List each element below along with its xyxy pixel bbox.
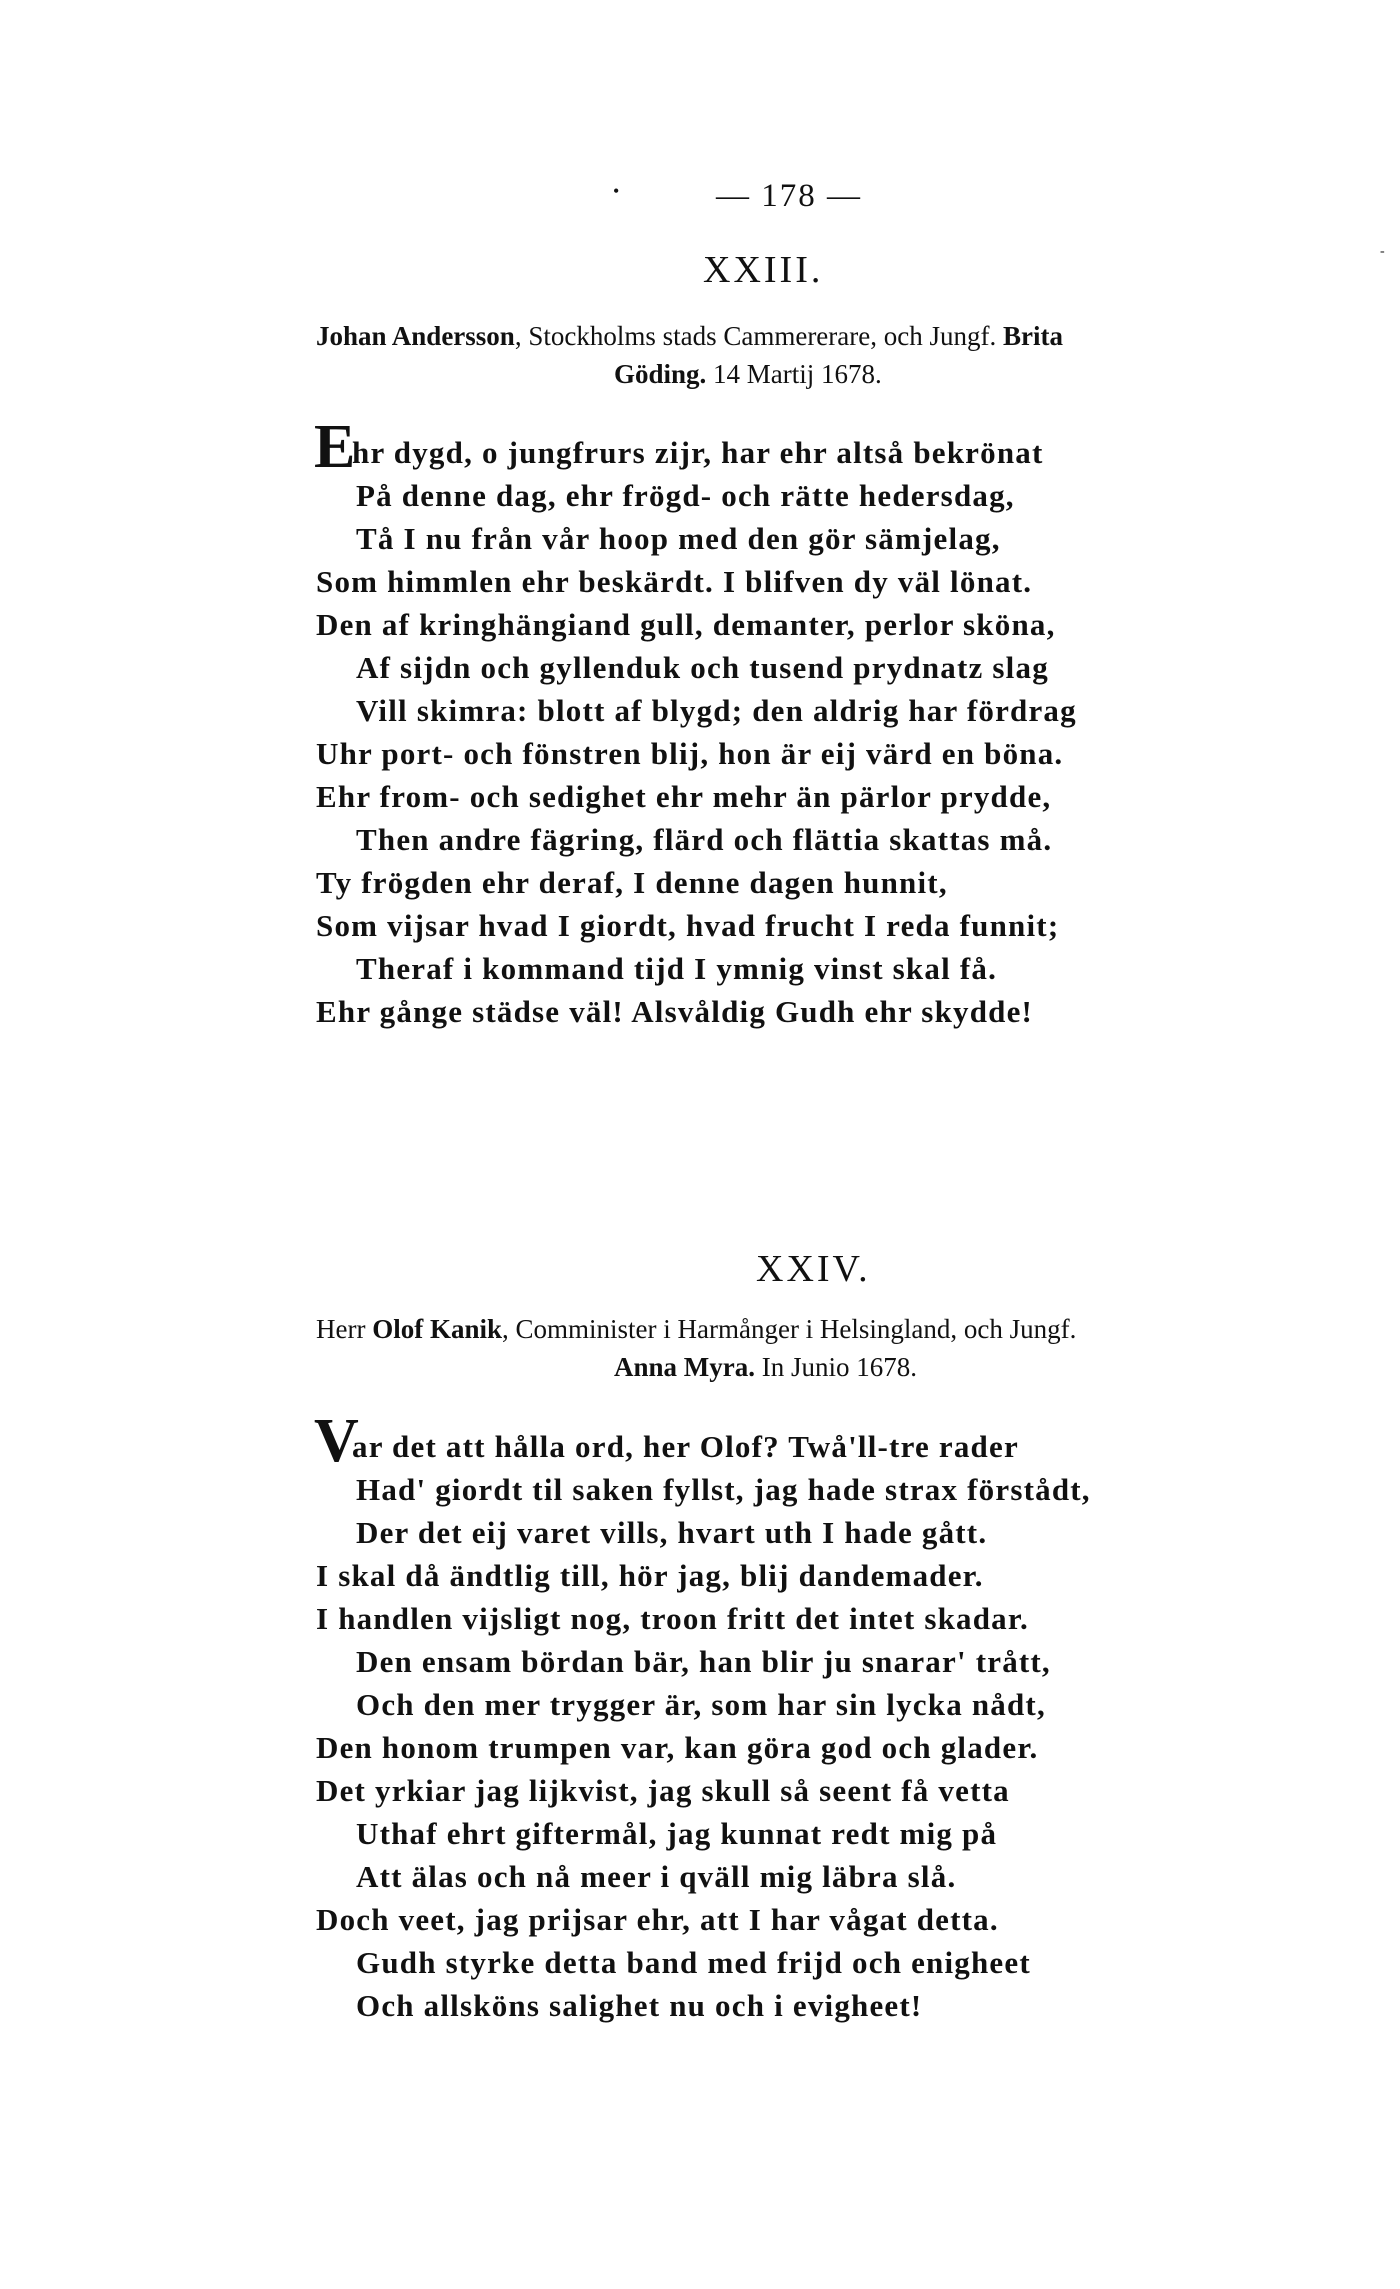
poem-line: Det yrkiar jag lijkvist, jag skull så seent få vetta (316, 1773, 1010, 1808)
poem-line: Uhr port- och fönstren blij, hon är eij värd en böna. (316, 736, 1064, 771)
poem-line: hr dygd, o jungfrurs zijr, har ehr altså bekrönat (352, 435, 1044, 470)
dedicatee-name: Göding. (614, 359, 707, 389)
dedicatee-name: Brita (1002, 321, 1063, 351)
poem-line: Uthaf ehrt giftermål, jag kunnat redt mig på (356, 1816, 998, 1851)
poem-dedication-line (614, 355, 882, 393)
poem-line: Och allsköns salighet nu och i evigheet! (356, 1988, 923, 2023)
print-speck: • (613, 181, 620, 201)
poem-line: Tå I nu från vår hoop med den gör sämjelag, (356, 521, 1001, 556)
poem-line: Vill skimra: blott af blygd; den aldrig har fördrag (356, 693, 1077, 728)
poem-line: Den ensam bördan bär, han blir ju snarar' trått, (356, 1644, 1051, 1679)
poem-line: Gudh styrke detta band med frijd och enigheet (356, 1945, 1031, 1980)
poem-line: Af sijdn och gyllenduk och tusend prydnatz slag (356, 650, 1049, 685)
poem-numeral: XXIII. (703, 249, 824, 291)
dedication-text: , Comminister i Harmånger i Helsingland, och Jungf. (502, 1314, 1077, 1344)
dedication-text: , Stockholms stads Cammererare, och Jungf. (514, 321, 997, 351)
poem-line: Som himmlen ehr beskärdt. I blifven dy väl lönat. (316, 564, 1033, 599)
poem-dedication-line (316, 1310, 1076, 1348)
poem-line: Som vijsar hvad I giordt, hvad frucht I reda funnit; (316, 908, 1060, 943)
poem-line: I handlen vijsligt nog, troon fritt det intet skadar. (316, 1601, 1029, 1636)
poem-line: Att älas och nå meer i qväll mig läbra slå. (356, 1859, 957, 1894)
poem-line: ar det att hålla ord, her Olof? Twå'll-tre rader (352, 1429, 1019, 1464)
dedication-text: Herr (316, 1314, 373, 1344)
page-number: — 178 — (716, 178, 862, 214)
poem-line: Had' giordt til saken fyllst, jag hade strax förstådt, (356, 1472, 1091, 1507)
poem-line: Den af kringhängiand gull, demanter, perlor sköna, (316, 607, 1056, 642)
poem-line: Den honom trumpen var, kan göra god och glader. (316, 1730, 1039, 1765)
poem-dedication-line (614, 1348, 917, 1386)
poem-line: Och den mer trygger är, som har sin lycka nådt, (356, 1687, 1046, 1722)
print-speck: - (1380, 244, 1385, 259)
dedication-date: 14 Martij 1678. (706, 359, 882, 389)
dedication-date: In Junio 1678. (755, 1352, 917, 1382)
dedicatee-name: Olof Kanik (372, 1314, 502, 1344)
poem-numeral: XXIV. (756, 1248, 871, 1290)
poem-line: I skal då ändtlig till, hör jag, blij dandemader. (316, 1558, 984, 1593)
poem-dedication-line (316, 317, 1063, 355)
poem-line: Theraf i kommand tijd I ymnig vinst skal få. (356, 951, 998, 986)
dedicatee-name: Johan Andersson (316, 321, 515, 351)
poem-line: Ty frögden ehr deraf, I denne dagen hunnit, (316, 865, 948, 900)
poem-line: Der det eij varet vills, hvart uth I hade gått. (356, 1515, 988, 1550)
poem-line: På denne dag, ehr frögd- och rätte hedersdag, (356, 478, 1015, 513)
poem-line: Ehr from- och sedighet ehr mehr än pärlor prydde, (316, 779, 1052, 814)
poem-line: Then andre fägring, flärd och flättia skattas må. (356, 822, 1053, 857)
poem-line: Ehr gånge städse väl! Alsvåldig Gudh ehr skydde! (316, 994, 1034, 1029)
poem-line: Doch veet, jag prijsar ehr, att I har vågat detta. (316, 1902, 999, 1937)
poem-initial: E (314, 413, 356, 481)
poem-initial: V (314, 1407, 359, 1475)
dedicatee-name: Anna Myra. (614, 1352, 755, 1382)
